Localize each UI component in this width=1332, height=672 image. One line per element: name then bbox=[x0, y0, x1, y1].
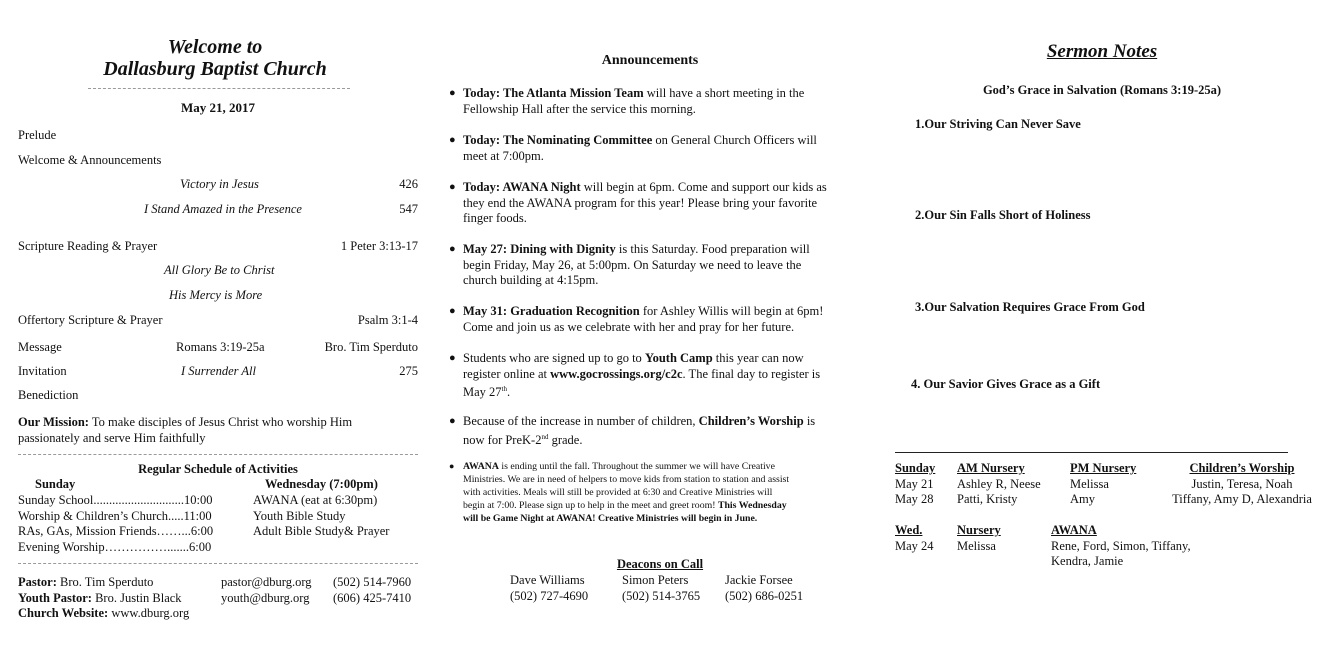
announcements-title: Announcements bbox=[601, 53, 699, 68]
contact-emails bbox=[221, 575, 312, 606]
am-nursery-column: AM Nursery Ashley R, Neese Patti, Kristy bbox=[957, 461, 1041, 506]
sermon-point: 1.Our Striving Can Never Save bbox=[915, 117, 1081, 131]
service-date: May 21, 2017 bbox=[180, 100, 256, 115]
contact-phones bbox=[333, 575, 411, 606]
announcement-item: ● May 27: Dining with Dignity is this Saturday. Food preparation will begin Friday, May 26, at 5:00pm. On Saturday we need to leave the church building at 4:15pm. bbox=[449, 242, 810, 287]
hymn-row: His Mercy is More bbox=[169, 288, 263, 302]
announcement-item: ● Today: The Nominating Committee on General Church Officers will meet at 7:00pm. bbox=[449, 133, 817, 163]
hymn-row: All Glory Be to Christ bbox=[164, 263, 275, 277]
sunday-schedule bbox=[18, 493, 213, 555]
sermon-subtitle: God’s Grace in Salvation (Romans 3:19-25a) bbox=[982, 83, 1222, 97]
bullet-icon: ● bbox=[449, 415, 456, 427]
order-of-service-panel bbox=[0, 0, 430, 672]
service-item: Prelude bbox=[18, 128, 57, 142]
church-name-heading: Dallasburg Baptist Church bbox=[103, 58, 327, 80]
hymn-row: I Stand Amazed in the Presence 547 bbox=[144, 202, 418, 216]
service-item: Scripture Reading & Prayer 1 Peter 3:13-17 bbox=[18, 239, 418, 253]
schedule-item: Sunday School.............................10:00 bbox=[18, 493, 213, 507]
schedule-item: Adult Bible Study& Prayer bbox=[253, 524, 390, 538]
deacons-title: Deacons on Call bbox=[616, 557, 704, 571]
wednesday-nursery-column: Nursery Melissa bbox=[957, 523, 1001, 553]
youth-phone: (606) 425-7410 bbox=[333, 590, 412, 605]
bullet-icon: ● bbox=[449, 243, 456, 255]
divider bbox=[18, 454, 418, 455]
divider bbox=[18, 563, 418, 564]
wednesday-awana-column: AWANA Rene, Ford, Simon, Tiffany, Kendra, Jamie bbox=[1051, 523, 1191, 568]
website-link[interactable]: www.dburg.org bbox=[111, 606, 190, 620]
announcement-item: ● Today: AWANA Night will begin at 6pm. Come and support our kids as they end the AWANA program for this year! Please bring your favorite finger foods. bbox=[449, 180, 827, 225]
service-item: Invitation I Surrender All 275 bbox=[18, 364, 418, 378]
wednesday-heading: Wednesday (7:00pm) bbox=[265, 477, 378, 491]
service-item: Message Romans 3:19-25a Bro. Tim Sperduto bbox=[18, 340, 418, 354]
announcement-item: ● AWANA is ending until the fall. Throughout the summer we will have Creative Ministries. We are in need of helpers to move kids from station to station and assist with activities. Meals will still be provided at 6:30 and Creative Ministries will begin at 7:00. Please sign up to help in the meet and greet room! This Wednesday will be Game Night at AWANA! Creative Ministries will begin in June. bbox=[449, 461, 790, 524]
pastor-email-link[interactable]: pastor@dburg.org bbox=[221, 575, 312, 589]
announcement-item: ● Students who are signed up to go to Youth Camp this year can now register online at www.gocrossings.org/c2c. The final day to register is May 27th. bbox=[449, 351, 821, 400]
schedule-item: AWANA (eat at 6:30pm) bbox=[253, 493, 378, 507]
schedule-item: RAs, GAs, Mission Friends……...6:00 bbox=[18, 524, 214, 538]
service-item: Offertory Scripture & Prayer Psalm 3:1-4 bbox=[18, 313, 418, 327]
sunday-heading: Sunday bbox=[35, 477, 76, 491]
sermon-point: 4. Our Savior Gives Grace as a Gift bbox=[911, 377, 1101, 391]
contacts: Pastor: Bro. Tim Sperduto Youth Pastor: Bro. Justin Black Church Website: www.dburg.org bbox=[18, 575, 190, 620]
announcement-item: ● Because of the increase in number of children, Children’s Worship is now for PreK-2nd grade. bbox=[449, 414, 816, 447]
sermon-point: 2.Our Sin Falls Short of Holiness bbox=[915, 208, 1091, 222]
bullet-icon: ● bbox=[449, 181, 456, 193]
service-item: Benediction bbox=[18, 388, 79, 402]
sermon-notes-title: Sermon Notes bbox=[1046, 41, 1158, 62]
welcome-heading: Welcome to bbox=[167, 36, 263, 58]
youth-email-link[interactable]: youth@dburg.org bbox=[221, 590, 310, 605]
deacon-entry: Jackie Forsee (502) 686-0251 bbox=[725, 573, 804, 603]
hymn-row: Victory in Jesus 426 bbox=[180, 177, 418, 191]
divider bbox=[88, 88, 350, 89]
announcements-panel bbox=[440, 0, 880, 672]
schedule-title: Regular Schedule of Activities bbox=[138, 462, 298, 476]
schedule-item: Worship & Children’s Church.....11:00 bbox=[18, 508, 212, 523]
wednesday-nursery-day: Wed. May 24 bbox=[895, 523, 934, 553]
bullet-icon: ● bbox=[449, 461, 455, 471]
bullet-icon: ● bbox=[449, 134, 456, 146]
announcement-item: ● Today: The Atlanta Mission Team will have a short meeting in the Fellowship Hall after the service this morning. bbox=[449, 86, 805, 116]
pm-nursery-column: PM Nursery Melissa Amy bbox=[1070, 461, 1137, 506]
divider bbox=[895, 452, 1288, 453]
deacon-entry: Dave Williams (502) 727-4690 bbox=[510, 573, 589, 603]
announcement-item: ● May 31: Graduation Recognition for Ashley Willis will begin at 6pm! Come and join us as we celebrate with her and pray for her future. bbox=[449, 304, 824, 334]
wednesday-schedule bbox=[253, 493, 389, 540]
bullet-icon: ● bbox=[449, 305, 456, 317]
childrens-worship-column: Children’s Worship Justin, Teresa, Noah Tiffany, Amy D, Alexandria bbox=[1172, 461, 1312, 506]
youth-camp-link[interactable]: www.gocrossings.org/c2c bbox=[550, 366, 683, 381]
deacon-entry: Simon Peters (502) 514-3765 bbox=[622, 573, 701, 603]
bullet-icon: ● bbox=[449, 87, 456, 99]
sermon-point: 3.Our Salvation Requires Grace From God bbox=[915, 300, 1145, 314]
sermon-notes-panel bbox=[885, 0, 1332, 672]
nursery-schedule: Sunday May 21 May 28 bbox=[895, 461, 936, 506]
schedule-item: Youth Bible Study bbox=[253, 508, 346, 523]
mission-statement: Our Mission: To make disciples of Jesus Christ who worship Him passionately and serve Him faithfully bbox=[18, 415, 353, 445]
bullet-icon: ● bbox=[449, 352, 456, 364]
pastor-phone: (502) 514-7960 bbox=[333, 575, 412, 589]
service-item: Welcome & Announcements bbox=[18, 153, 162, 167]
schedule-item: Evening Worship…………….......6:00 bbox=[18, 539, 212, 554]
